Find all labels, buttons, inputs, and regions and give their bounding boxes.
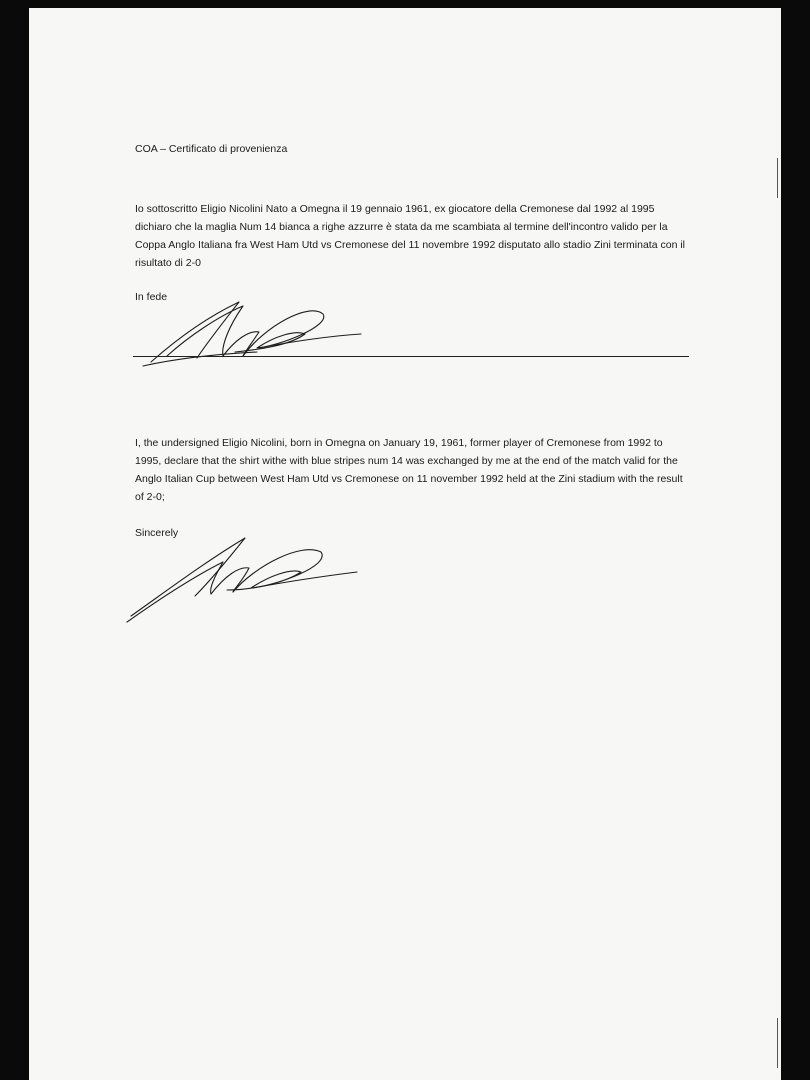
document-heading: COA – Certificato di provenienza bbox=[135, 143, 288, 155]
italian-declaration-paragraph: Io sottoscritto Eligio Nicolini Nato a Omegna il 19 gennaio 1961, ex giocatore della Cremonese dal 1992 al 1995 dichiaro che la maglia Num 14 bianca a righe azzurre è stata da me scambiata al termine dell'incontro valido per la Coppa Anglo Italiana fra West Ham Utd vs Cremonese del 11 novembre 1992 disputato allo stadio Zini terminata con il risultato di 2-0 bbox=[135, 203, 685, 269]
signature-english bbox=[125, 532, 365, 624]
signature-line bbox=[133, 356, 689, 357]
italian-closing: In fede bbox=[135, 291, 168, 303]
scan-edge-mark bbox=[777, 158, 778, 198]
scanned-page bbox=[29, 8, 781, 1080]
english-closing: Sincerely bbox=[135, 527, 179, 539]
scan-edge-mark bbox=[777, 1018, 778, 1068]
english-declaration-paragraph: I, the undersigned Eligio Nicolini, born in Omegna on January 19, 1961, former player of Cremonese from 1992 to 1995, declare that the shirt withe with blue stripes num 14 was exchanged by me at the end of the match valid for the Anglo Italian Cup between West Ham Utd vs Cremonese on 11 november 1992 held at the Zini stadium with the result of 2-0; bbox=[135, 437, 683, 503]
signature-italian bbox=[139, 296, 369, 368]
